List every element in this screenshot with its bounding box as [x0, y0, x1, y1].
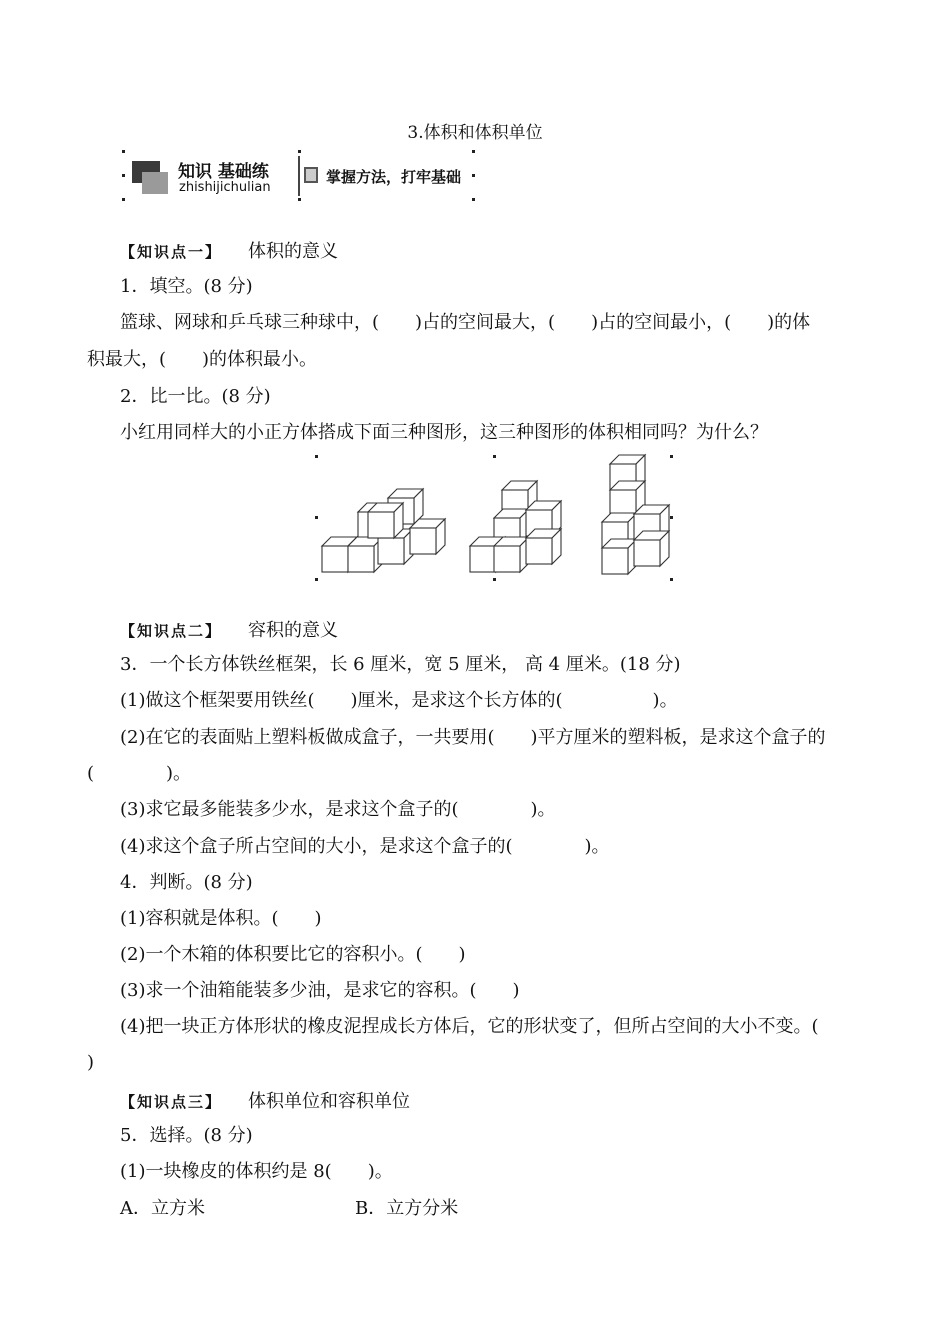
q1-text-line1: 篮球、网球和乒乓球三种球中，( )占的空间最大，( )占的空间最小，( )的体	[120, 312, 811, 333]
unit-cube	[494, 537, 529, 572]
q5-option-b: B．立方分米	[355, 1198, 459, 1219]
unit-cube	[526, 529, 561, 564]
q3-heading: 3．一个长方体铁丝框架，长 6 厘米，宽 5 厘米， 高 4 厘米。(18 分)	[120, 654, 681, 675]
kp3-tag: 【知识点三】	[120, 1093, 223, 1111]
unit-cube	[368, 503, 403, 538]
unit-cube	[602, 539, 637, 574]
q2-text: 小红用同样大的小正方体搭成下面三种图形，这三种图形的体积相同吗？为什么？	[120, 422, 768, 443]
q5-option-a: A．立方米	[120, 1198, 205, 1219]
q3-part2-line1: (2)在它的表面贴上塑料板做成盒子，一共要用( )平方厘米的塑料板，是求这个盒子的	[120, 727, 826, 748]
cube-figure-b	[470, 481, 561, 572]
page-title: 3.体积和体积单位	[407, 123, 543, 143]
q4-part4-line1: (4)把一块正方体形状的橡皮泥捏成长方体后，它的形状变了，但所占空间的大小不变。(	[120, 1016, 819, 1037]
knowledge-point-3	[120, 1087, 410, 1113]
knowledge-point-2	[120, 616, 338, 642]
q5-part1: (1)一块橡皮的体积约是 8( )。	[120, 1161, 393, 1182]
q4-part3: (3)求一个油箱能装多少油，是求它的容积。( )	[120, 980, 520, 1001]
unit-cube	[410, 519, 445, 554]
q4-part4-line2: )	[87, 1052, 95, 1073]
kp2-title: 容积的意义	[248, 620, 339, 641]
q4-part2: (2)一个木箱的体积要比它的容积小。( )	[120, 944, 466, 965]
banner-pinyin: zhishijichulian	[179, 180, 271, 195]
q1-text-line2: 积最大，( )的体积最小。	[87, 349, 318, 370]
knowledge-point-1	[120, 237, 338, 263]
cube-figure-a	[322, 489, 445, 572]
banner-title: 知识 基础练	[178, 162, 269, 182]
cube-figures	[312, 452, 678, 584]
banner-box-icon	[304, 167, 318, 183]
q3-part2-line2: ( )。	[87, 763, 192, 784]
q5-heading: 5．选择。(8 分)	[120, 1125, 253, 1146]
q3-part1: (1)做这个框架要用铁丝( )厘米，是求这个长方体的( )。	[120, 690, 678, 711]
cube-figure-c	[602, 455, 669, 574]
q2-heading: 2．比一比。(8 分)	[120, 386, 271, 407]
q3-part3: (3)求它最多能装多少水，是求这个盒子的( )。	[120, 799, 556, 820]
q3-part4: (4)求这个盒子所占空间的大小，是求这个盒子的( )。	[120, 836, 610, 857]
kp1-title: 体积的意义	[248, 241, 339, 262]
kp2-tag: 【知识点二】	[120, 622, 223, 640]
q4-part1: (1)容积就是体积。( )	[120, 908, 322, 929]
unit-cube	[634, 531, 669, 566]
kp1-tag: 【知识点一】	[120, 243, 223, 261]
section-banner	[122, 150, 478, 202]
kp3-title: 体积单位和容积单位	[248, 1091, 411, 1112]
banner-subtitle: 掌握方法，打牢基础	[326, 168, 462, 186]
q1-heading: 1．填空。(8 分)	[120, 276, 253, 297]
q4-heading: 4．判断。(8 分)	[120, 872, 253, 893]
